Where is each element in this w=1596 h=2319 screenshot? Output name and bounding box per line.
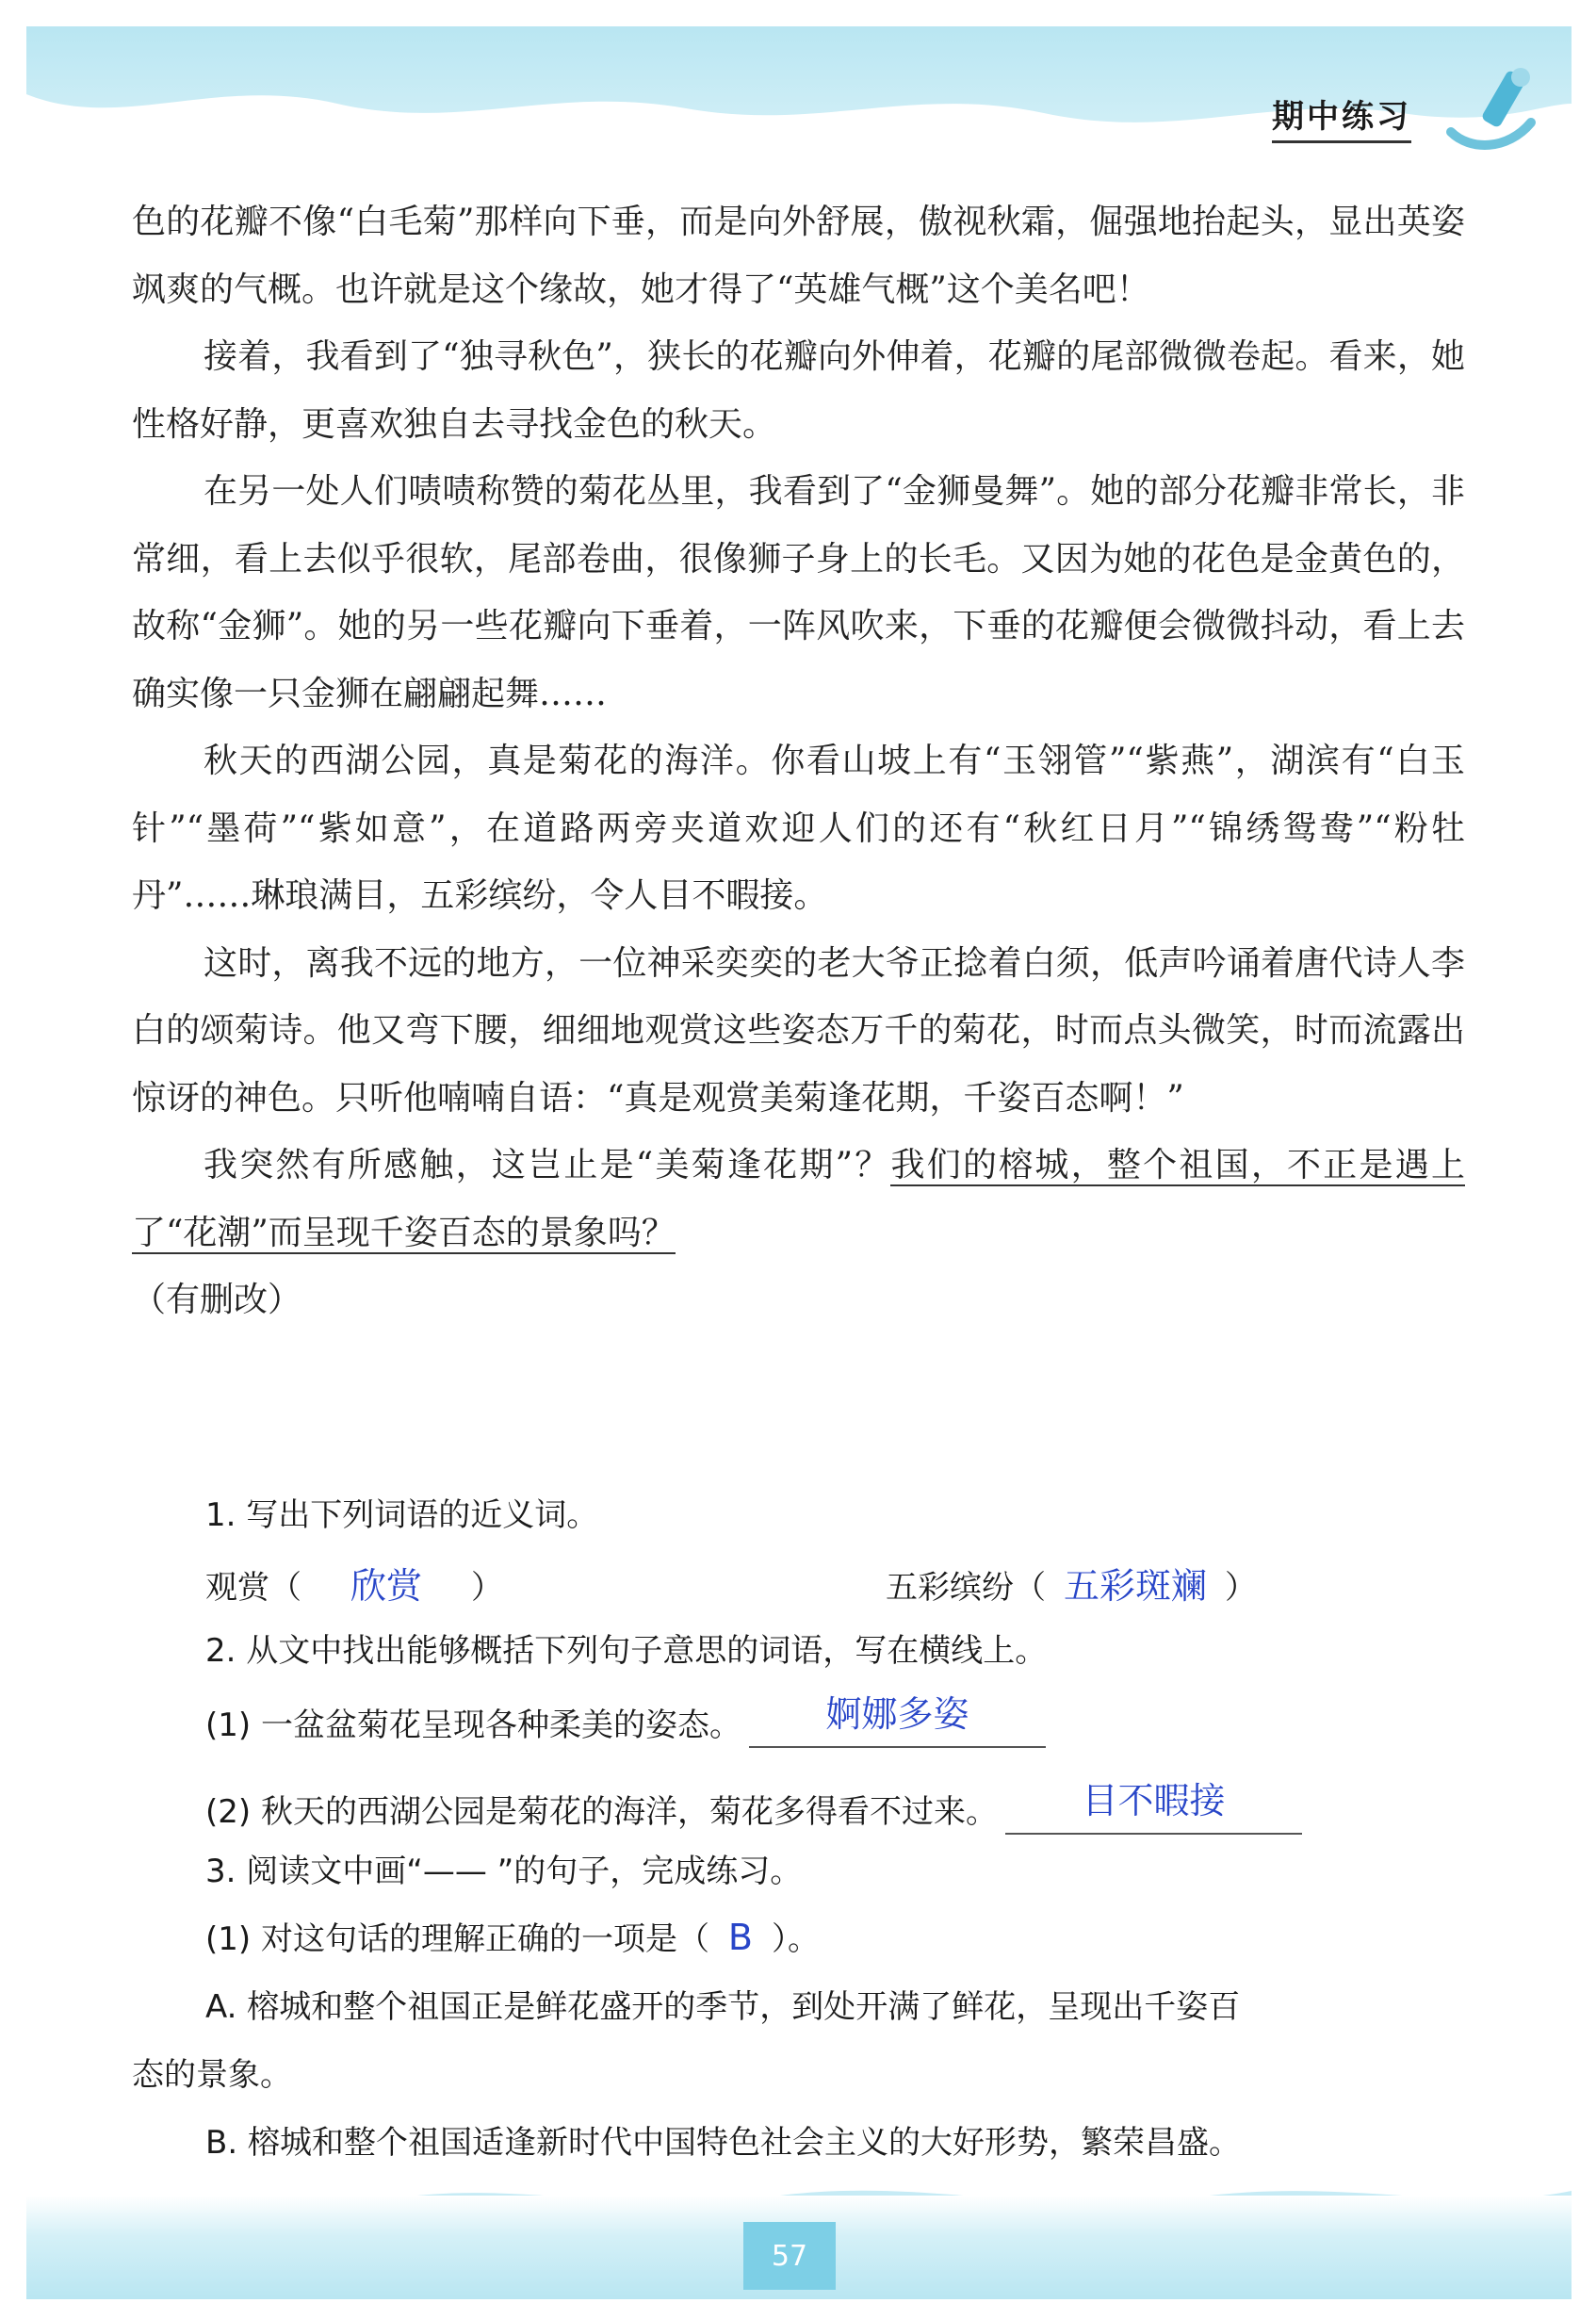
q3-1-answer: B	[727, 1917, 753, 1958]
q1-word-a: 观赏（	[205, 1569, 301, 1607]
question-2-title: 2. 从文中找出能够概括下列句子意思的词语，写在横线上。	[205, 1632, 1048, 1670]
q2-1-answer-field[interactable]	[749, 1694, 1046, 1748]
option-a-line-2: 态的景象。	[132, 2056, 292, 2094]
reading-passage	[132, 188, 1465, 1334]
source-note: （有删改）	[132, 1281, 302, 1319]
option-b[interactable]: B. 榕城和整个祖国适逢新时代中国特色社会主义的大好形势，繁荣昌盛。	[205, 2124, 1241, 2162]
section-title: 期中练习	[1272, 90, 1411, 143]
question-3-title: 3. 阅读文中画“—— ”的句子，完成练习。	[205, 1853, 803, 1890]
passage-paragraph-2: 接着，我看到了“独寻秋色”，狭长的花瓣向外伸着，花瓣的尾部微微卷起。看来，她性格好静，更喜欢独自去寻找金色的秋天。	[132, 337, 1465, 444]
q1-answer-a-field[interactable]	[301, 1557, 471, 1609]
q1-answer-b: 五彩斑斓	[1063, 1565, 1207, 1607]
pen-swoosh-icon	[1441, 57, 1545, 160]
page-number: 57	[743, 2222, 836, 2290]
q3-1-pre: (1) 对这句话的理解正确的一项是（	[205, 1920, 709, 1958]
question-1-item-a	[205, 1557, 503, 1609]
passage-paragraph-4: 秋天的西湖公园，真是菊花的海洋。你看山坡上有“玉翎管”“紫燕”，湖滨有“白玉针”“墨荷”“紫如意”，在道路两旁夹道欢迎人们的还有“秋红日月”“锦绣鸳鸯”“粉牡丹”……琳琅满目，五彩缤纷，令人目不暇接。	[132, 742, 1465, 915]
question-3-item-1	[205, 1913, 820, 1959]
q3-1-post: ）。	[771, 1920, 820, 1958]
option-a-line-1[interactable]: A. 榕城和整个祖国正是鲜花盛开的季节，到处开满了鲜花，呈现出千姿百	[205, 1988, 1241, 2026]
q3-1-answer-field[interactable]	[709, 1917, 772, 1958]
q1-answer-a: 欣赏	[350, 1565, 422, 1607]
q1-close-a: ）	[471, 1569, 503, 1607]
passage-underlined-sentence: 我们的榕城，整个祖国，不正是遇上了“花潮”而呈现千姿百态的景象吗？	[132, 1146, 1465, 1252]
q2-1-answer: 婀娜多姿	[825, 1693, 969, 1735]
passage-last-plain: 我突然有所感触，这岂止是“美菊逢花期”？	[204, 1146, 891, 1184]
passage-paragraph-1: 色的花瓣不像“白毛菊”那样向下垂，而是向外舒展，傲视秋霜，倔强地抬起头，显出英姿飒爽的气概。也许就是这个缘故，她才得了“英雄气概”这个美名吧！	[132, 203, 1465, 309]
passage-paragraph-6	[132, 1132, 1465, 1266]
question-2-item-2	[205, 1781, 1302, 1835]
q1-answer-b-field[interactable]	[1046, 1557, 1225, 1609]
q1-word-b: 五彩缤纷（	[886, 1569, 1046, 1607]
q2-2-answer-field[interactable]	[1005, 1781, 1302, 1835]
q2-2-answer: 目不暇接	[1082, 1780, 1226, 1821]
question-1-item-b	[886, 1557, 1257, 1609]
passage-paragraph-5: 这时，离我不远的地方，一位神采奕奕的老大爷正捻着白须，低声吟诵着唐代诗人李白的颂菊诗。他又弯下腰，细细地观赏这些姿态万千的菊花，时而点头微笑，时而流露出惊讶的神色。只听他喃喃自语：“真是观赏美菊逢花期，千姿百态啊！”	[132, 943, 1465, 1118]
q1-close-b: ）	[1225, 1569, 1257, 1607]
q2-1-text: (1) 一盆盆菊花呈现各种柔美的姿态。	[205, 1707, 741, 1744]
q2-2-text: (2) 秋天的西湖公园是菊花的海洋，菊花多得看不过来。	[205, 1793, 998, 1831]
question-2-item-1	[205, 1694, 1046, 1748]
passage-paragraph-3: 在另一处人们啧啧称赞的菊花丛里，我看到了“金狮曼舞”。她的部分花瓣非常长，非常细，看上去似乎很软，尾部卷曲，很像狮子身上的长毛。又因为她的花色是金黄色的，故称“金狮”。她的另一些花瓣向下垂着，一阵风吹来，下垂的花瓣便会微微抖动，看上去确实像一只金狮在翩翩起舞……	[132, 472, 1465, 713]
question-1-title: 1. 写出下列词语的近义词。	[205, 1496, 599, 1534]
